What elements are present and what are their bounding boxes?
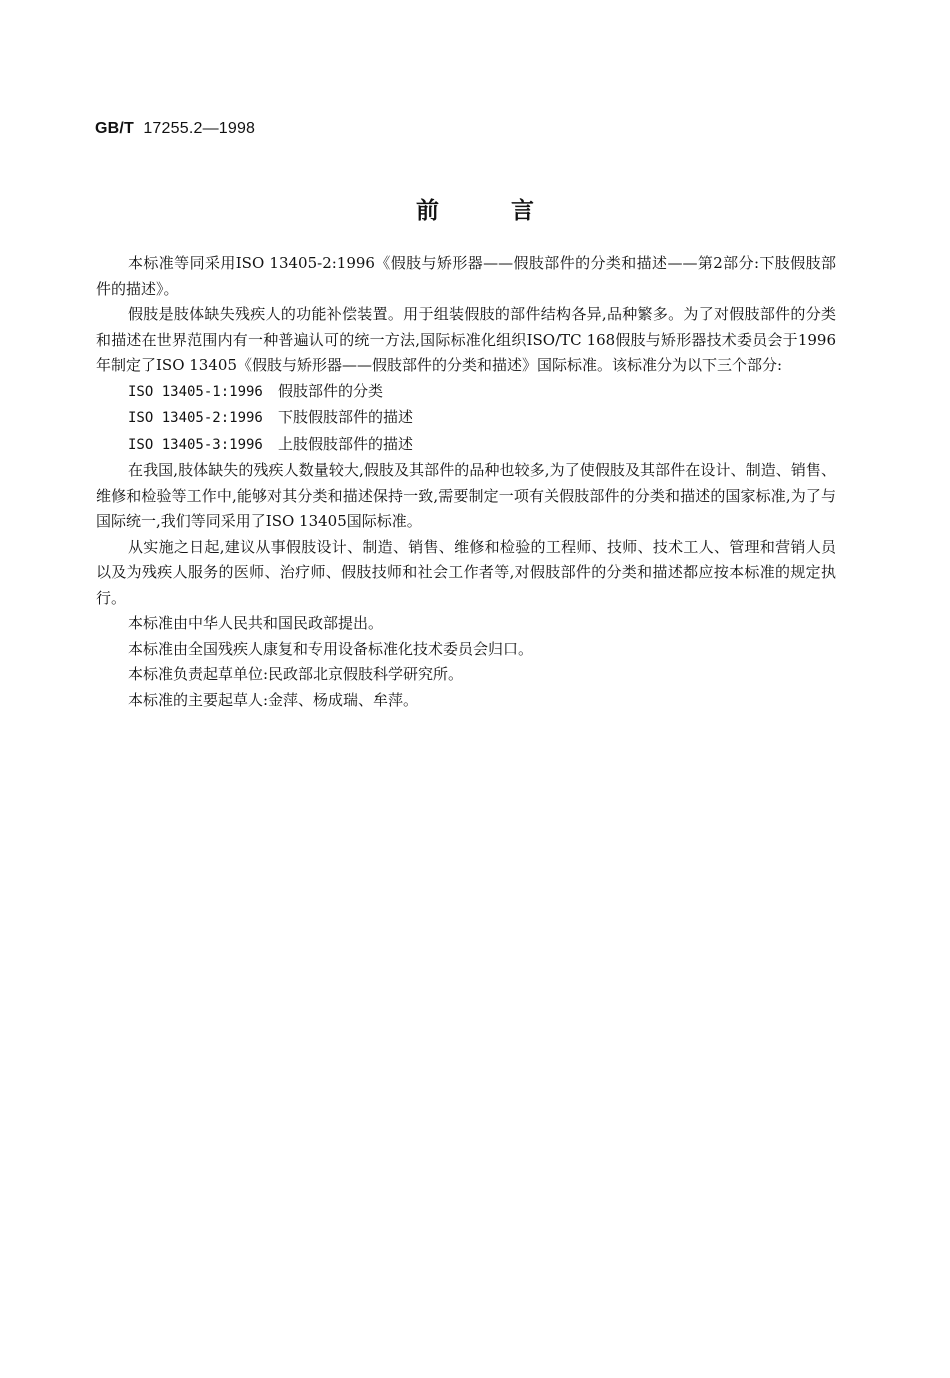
part-code: ISO 13405-2:1996: [128, 410, 263, 426]
list-item: [96, 405, 836, 432]
part-code: ISO 13405-3:1996: [128, 436, 263, 453]
part-description: 假肢部件的分类: [278, 381, 384, 400]
part-description: 上肢假肢部件的描述: [278, 434, 414, 453]
page-title: 前言: [416, 198, 606, 224]
paragraph-proposer: 本标准由中华人民共和国民政部提出。: [128, 614, 384, 632]
part-code: ISO 13405-1:1996: [128, 383, 263, 400]
list-item: [96, 432, 836, 459]
paragraph-implementation: 从实施之日起,建议从事假肢设计、制造、销售、维修和检验的工程师、技师、技术工人、管理和营销人员以及为残疾人服务的医师、治疗师、假肢技师和社会工作者等,对假肢部件的分类和描述都应按本标准的规定执行。: [96, 537, 836, 607]
part-description: 下肢假肢部件的描述: [278, 408, 414, 426]
foreword-body: [96, 251, 836, 713]
list-item: [96, 379, 836, 406]
paragraph-domestic: 在我国,肢体缺失的残疾人数量较大,假肢及其部件的品种也较多,为了使假肢及其部件在设计、制造、销售、维修和检验等工作中,能够对其分类和描述保持一致,需要制定一项有关假肢部件的分类和描述的国家标准,为了与国际统一,我们等同采用了ISO 13405国际标准。: [96, 461, 836, 530]
paragraph-drafters: 本标准的主要起草人:金萍、杨成瑞、牟萍。: [128, 690, 419, 709]
standard-code: 17255.2—1998: [143, 120, 256, 137]
paragraph-drafting-unit: 本标准负责起草单位:民政部北京假肢科学研究所。: [128, 665, 464, 683]
standard-prefix: GB/T: [95, 120, 135, 137]
paragraph-adoption: 本标准等同采用ISO 13405-2:1996《假肢与矫形器——假肢部件的分类和描述——第2部分:下肢假肢部件的描述》。: [96, 254, 836, 298]
standard-number: [95, 120, 255, 138]
paragraph-committee: 本标准由全国残疾人康复和专用设备标准化技术委员会归口。: [128, 639, 534, 658]
paragraph-background: 假肢是肢体缺失残疾人的功能补偿装置。用于组装假肢的部件结构各异,品种繁多。为了对假肢部件的分类和描述在世界范围内有一种普遍认可的统一方法,国际标准化组织ISO/TC 168假肢与矫形器技术委员会于1996年制定了ISO 13405《假肢与矫形器——假肢部件的分类和描述》国际标准。该标准分为以下三个部分:: [96, 305, 836, 374]
